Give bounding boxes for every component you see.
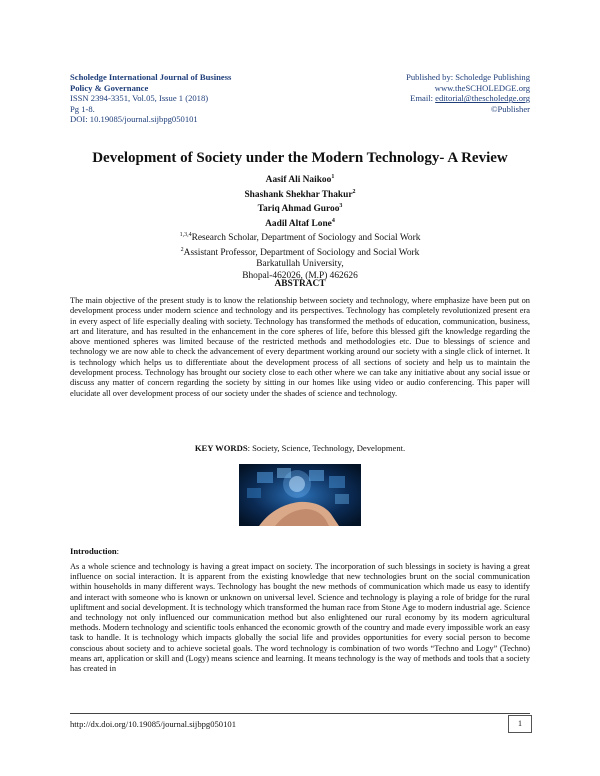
publisher: Published by: Scholedge Publishing xyxy=(406,72,530,82)
journal-name-line1: Scholedge International Journal of Business xyxy=(70,72,232,82)
keywords-label: KEY WORDS xyxy=(194,443,248,453)
affiliation-text: Research Scholar, Department of Sociology and Social Work xyxy=(191,233,421,244)
author-name: Aadil Altaf Lone xyxy=(265,218,332,229)
author-sup: 3 xyxy=(339,203,343,210)
author-2 xyxy=(100,187,500,202)
author-name: Tariq Ahmad Guroo xyxy=(257,204,340,215)
author-block xyxy=(100,172,500,282)
author-3 xyxy=(100,201,500,216)
email-label: Email: xyxy=(410,93,436,104)
keywords-list: : Society, Science, Technology, Development. xyxy=(247,443,406,453)
author-sup: 2 xyxy=(352,188,356,195)
keywords xyxy=(0,443,600,453)
email-link[interactable]: editorial@thescholedge.org xyxy=(435,93,530,104)
footer-divider xyxy=(70,713,530,714)
author-sup: 1 xyxy=(331,174,335,180)
copyright: ©Publisher xyxy=(491,103,530,114)
author-1 xyxy=(100,172,500,187)
website-link[interactable]: www.theSCHOLEDGE.org xyxy=(434,82,530,93)
journal-header xyxy=(70,72,231,125)
journal-name-line2: Policy & Governance xyxy=(70,82,149,93)
technology-figure xyxy=(239,464,361,526)
affiliation-2 xyxy=(100,245,500,260)
author-4 xyxy=(100,216,500,231)
introduction-heading-text: Introduction xyxy=(70,546,117,556)
author-sup: 4 xyxy=(331,217,335,224)
affiliation-sup: 1,3,4 xyxy=(179,232,192,239)
introduction-text: As a whole science and technology is having a great impact on society. The incorporation of such blessings in society is having a great influence on social interaction. It is apparent from the existing knowledge that new technologies brunt on the social communication within households in many different ways. Technology has bought the new methods of communication which made us easy to identify and interact with someone who is known or unknown on universal level. Science and technology is playing a role of bridge for the rural upliftment and social development. It is technology which transformed the human race from Stone Age to modern industrial age. Science and technology not only influenced our communication method but also enlightened our rural economy by its modern agricultural methods. Modern technology and scientific tools enhanced the economic growth of the country and made every impossible work an easy task to handle. It is technology which impacts globally the social life and provides opportunities for every social person to become conscious about society and to achieve societal goals. The word technology is combination of two words “Techno and Logy” (Techno) means art, application or skill and (Logy) means science and learning. It means technology is the way of methods and tools that a society has created in xyxy=(70,562,530,674)
abstract-heading: ABSTRACT xyxy=(274,279,326,289)
introduction-heading-colon: : xyxy=(116,546,120,556)
technology-hand-image xyxy=(239,464,361,526)
address: Bhopal-462026, (M.P) 462626 xyxy=(242,270,358,281)
author-name: Shashank Shekhar Thakur xyxy=(244,189,353,200)
publisher-header xyxy=(406,72,530,114)
affiliation-text: Assistant Professor, Department of Sociology and Social Work xyxy=(183,247,420,258)
affiliation-sup: 2 xyxy=(180,246,184,253)
university: Barkatullah University, xyxy=(256,259,344,270)
page-number: 1 xyxy=(508,715,532,733)
abstract-text: The main objective of the present study is to know the relationship between society and technology, where emphasize have been put on development process under modern science and technology and its perspectives. Technology has completely revolutionized present era in every aspect of life especially dealing with society. Technology has transformed the methods of education, communication, business, art and literature, and has resulted in the enhancement in the core spheres of life, before this blessed gift the knowledge regarding the above mentioned spheres was limited because of the restricted methods and methodologies etc. Due to blessings of science and technology we are now able to check the advancement of every department working around our society with a single click of internet. It is technology which helps us to differentiate about the development process of all sections of society and help us to maintain the development process. Technology has brought our society close to each other where we can take any initiative about any social issue or discuss any matter of concern regarding the society by sitting in our homes like using video or audio conferencing. This paper will elucidate all over development process of our society under the shades of science and technology. xyxy=(70,296,530,398)
author-name: Aasif Ali Naikoo xyxy=(265,175,332,186)
email-line xyxy=(406,93,530,104)
doi: DOI: 10.19085/journal.sijbpg050101 xyxy=(70,114,198,125)
affiliation-1 xyxy=(100,230,500,245)
issn: ISSN 2394-3351, Vol.05, Issue 1 (2018) xyxy=(70,93,209,104)
footer-doi-link[interactable]: http://dx.doi.org/10.19085/journal.sijbpg050101 xyxy=(70,719,236,729)
introduction-heading xyxy=(70,546,119,556)
paper-title: Development of Society under the Modern Technology- A Review xyxy=(92,150,508,166)
page-range: Pg 1-8. xyxy=(70,103,95,114)
